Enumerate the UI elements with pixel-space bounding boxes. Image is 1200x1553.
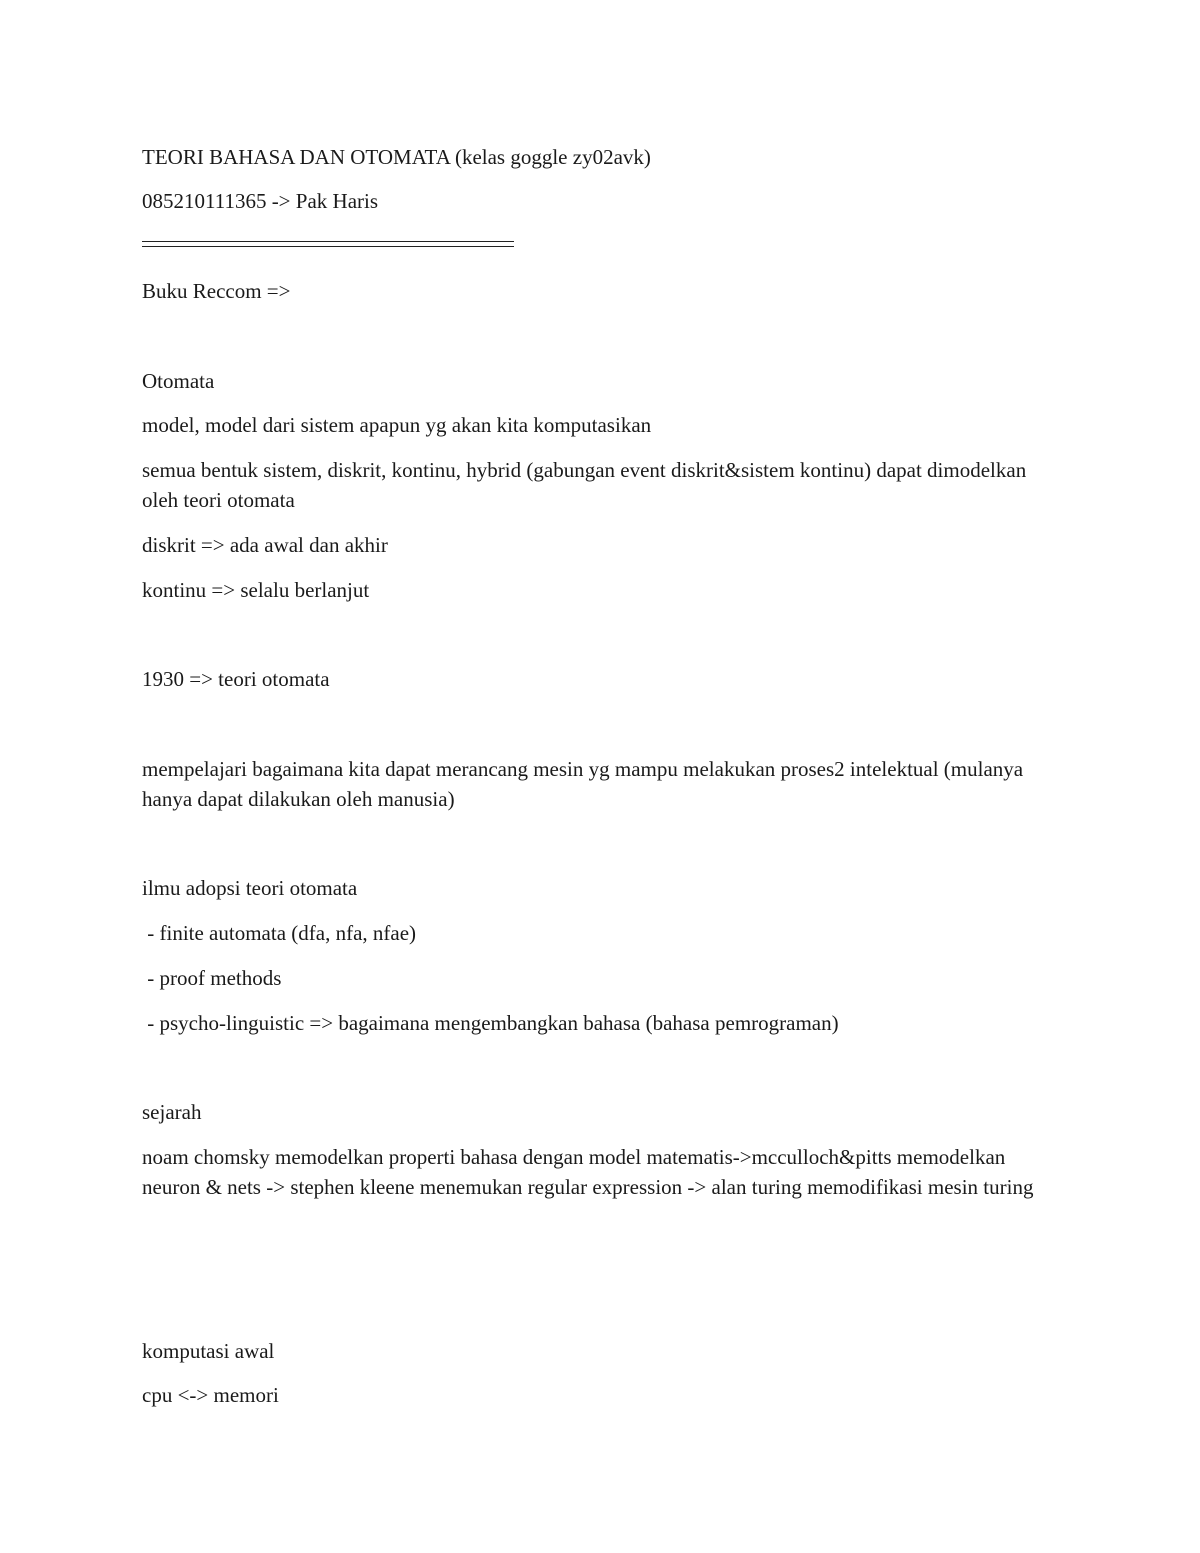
document-title: TEORI BAHASA DAN OTOMATA (kelas goggle zy02avk) [142,145,651,169]
diskrit-line: diskrit => ada awal dan akhir [142,533,388,557]
otomata-definition: model, model dari sistem apapun yg akan kita komputasikan [142,413,652,437]
adoption-item: - proof methods [142,966,282,990]
computation-line: cpu <-> memori [142,1383,279,1407]
contact-line: 085210111365 -> Pak Haris [142,189,379,213]
computation-heading: komputasi awal [142,1339,275,1363]
adoption-item: - psycho-linguistic => bagaimana mengembangkan bahasa (bahasa pemrograman) [142,1011,839,1035]
book-recommendation: Buku Reccom => [142,279,291,303]
history-heading: sejarah [142,1100,202,1124]
otomata-heading: Otomata [142,369,215,393]
otomata-systems: semua bentuk sistem, diskrit, kontinu, hybrid (gabungan event diskrit&sistem kontinu) dapat dimodelkan oleh teori otomata [142,458,1032,512]
adoption-heading: ilmu adopsi teori otomata [142,876,358,900]
history-paragraph: noam chomsky memodelkan properti bahasa dengan model matematis->mcculloch&pitts memodelkan neuron & nets -> stephen kleene menemukan regular expression -> alan turing memodifikasi mesin turing [142,1145,1034,1199]
year-line: 1930 => teori otomata [142,667,330,691]
learning-paragraph: mempelajari bagaimana kita dapat merancang mesin yg mampu melakukan proses2 intelektual (mulanya hanya dapat dilakukan oleh manusia) [142,757,1029,811]
double-rule-divider [142,241,514,247]
kontinu-line: kontinu => selalu berlanjut [142,578,370,602]
adoption-item: - finite automata (dfa, nfa, nfae) [142,921,417,945]
